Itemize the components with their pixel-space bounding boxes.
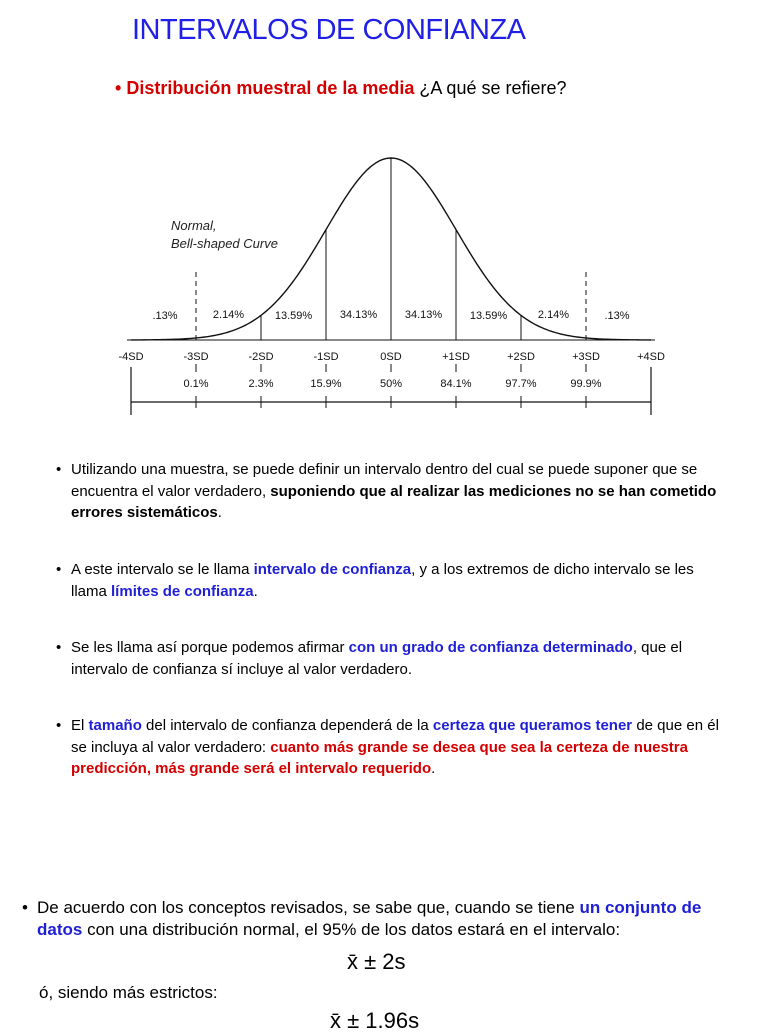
cumulative-percent-label: 50% [379, 378, 403, 390]
p3-text-b: con un grado de confianza determinado [348, 639, 633, 656]
p5-text-c: con una distribución normal, el 95% de los datos estará en el intervalo: [82, 920, 621, 939]
p4-text-e: de que en él se incluya al valor verdadero: [71, 717, 719, 756]
paragraph-conjunto [22, 897, 744, 941]
p4-text-c: del intervalo de confianza dependerá de la [141, 717, 433, 734]
cumulative-percent-label: 99.9% [570, 378, 602, 390]
p1-text-a: Utilizando una muestra, se puede definir un intervalo dentro del cual se puede suponer que se encuentra el valor verdadero, [71, 461, 698, 500]
sd-tick-label: -2SD [248, 351, 274, 363]
subtitle-question: ¿A qué se refiere? [414, 78, 567, 98]
bullet-dot: • [56, 717, 62, 734]
region-percent-label: .13% [604, 310, 630, 322]
subtitle [115, 78, 567, 99]
p4-text-d: certeza que queramos tener [432, 717, 633, 734]
bullet-dot: • [56, 461, 62, 478]
formula-one-96-s: x̄ ± 1.96s [330, 1008, 420, 1033]
p1-text-c: . [217, 504, 222, 521]
region-percent-label: 2.14% [212, 309, 245, 321]
sd-tick-label: -1SD [313, 351, 339, 363]
cumulative-percent-label: 15.9% [310, 378, 342, 390]
p4-text-b: tamaño [88, 717, 142, 734]
sd-tick-label: +1SD [442, 351, 470, 363]
p2-text-c: , y a los extremos de dicho intervalo se les llama [71, 561, 694, 600]
p4-text-f: cuanto más grande se desea que sea la certeza de nuestra predicción, más grande será el intervalo requerido [71, 738, 688, 777]
subtitle-bullet: • [115, 78, 122, 98]
p2-text-a: A este intervalo se le llama [71, 561, 254, 578]
paragraph-muestra [56, 459, 721, 524]
cumulative-percent-label: 97.7% [505, 378, 537, 390]
cumulative-percent-label: 0.1% [183, 378, 209, 390]
p4-text-a: El [71, 717, 89, 734]
region-percent-label: .13% [152, 310, 178, 322]
slide-title: INTERVALOS DE CONFIANZA [132, 14, 526, 46]
sd-tick-label: +3SD [572, 351, 600, 363]
p2-text-d: límites de confianza [111, 582, 254, 600]
formula-two-s: x̄ ± 2s [347, 949, 406, 974]
region-percent-label: 13.59% [469, 310, 508, 322]
p3-text-a: Se les llama así porque podemos afirmar [71, 639, 349, 656]
sd-tick-label: -3SD [183, 351, 209, 363]
p5-text-b: un conjunto de datos [37, 898, 702, 939]
cumulative-percent-label: 84.1% [440, 378, 472, 390]
sd-tick-label: 0SD [380, 351, 402, 363]
sd-tick-label: +4SD [637, 351, 665, 363]
strict-label: ó, siendo más estrictos: [39, 983, 218, 1002]
paragraph-tamano [56, 715, 721, 780]
bullet-dot: • [22, 898, 28, 917]
sd-tick-label: -4SD [118, 351, 144, 363]
p5-text-a: De acuerdo con los conceptos revisados, se sabe que, cuando se tiene [37, 898, 580, 917]
bullet-dot: • [56, 561, 62, 578]
p4-text-g: . [431, 760, 436, 777]
p2-text-b: intervalo de confianza [253, 561, 412, 578]
sd-tick-label: +2SD [507, 351, 535, 363]
region-percent-label: 34.13% [339, 309, 378, 321]
curve-annotation-line1: Normal, [171, 218, 217, 233]
region-percent-label: 34.13% [404, 309, 443, 321]
bullet-dot: • [56, 639, 62, 656]
p1-text-b: suponiendo que al realizar las mediciones no se han cometido errores sistemáticos [71, 482, 717, 521]
paragraph-intervalo [56, 559, 721, 602]
subtitle-highlight: Distribución muestral de la media [126, 78, 415, 98]
cumulative-percent-label: 2.3% [248, 378, 274, 390]
region-percent-label: 2.14% [537, 309, 570, 321]
bell-curve-chart [118, 150, 665, 420]
region-percent-label: 13.59% [274, 310, 313, 322]
p3-text-c: , que el intervalo de confianza sí incluye al valor verdadero. [71, 639, 683, 678]
curve-annotation-line2: Bell-shaped Curve [171, 236, 278, 251]
paragraph-afirmar [56, 637, 721, 680]
p2-text-e: . [253, 582, 258, 600]
